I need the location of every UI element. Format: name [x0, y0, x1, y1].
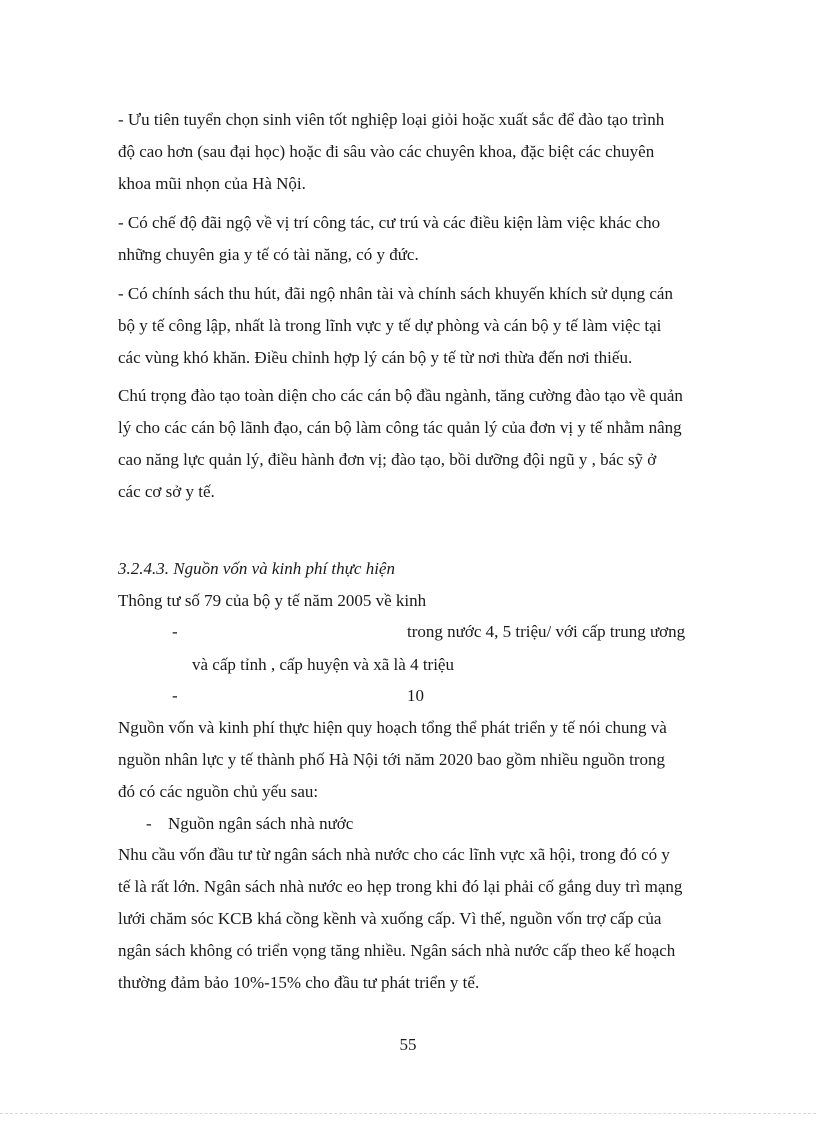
paragraph-4-line-3: cao năng lực quản lý, điều hành đơn vị; đào tạo, bồi dưỡng đội ngũ y , bác sỹ ở [118, 450, 657, 469]
page-number: 55 [399, 1035, 417, 1054]
paragraph-1-line-3: khoa mũi nhọn của Hà Nội. [118, 174, 306, 193]
paragraph-5-line-1: Nguồn vốn và kinh phí thực hiện quy hoạch tổng thể phát triển y tế nói chung và [118, 718, 667, 737]
page-bottom-divider [0, 1113, 816, 1114]
paragraph-3-line-1: - Có chính sách thu hút, đãi ngộ nhân tài và chính sách khuyến khích sử dụng cán [118, 284, 673, 303]
paragraph-5-line-3: đó có các nguồn chủ yếu sau: [118, 782, 319, 801]
bullet-1-continuation: và cấp tỉnh , cấp huyện và xã là 4 triệu [192, 655, 454, 674]
paragraph-4-line-1: Chú trọng đào tạo toàn diện cho các cán bộ đầu ngành, tăng cường đào tạo về quản [118, 386, 683, 405]
paragraph-1-line-2: độ cao hơn (sau đại học) hoặc đi sâu vào các chuyên khoa, đặc biệt các chuyên [118, 142, 655, 161]
paragraph-3-line-3: các vùng khó khăn. Điều chỉnh hợp lý cán bộ y tế từ nơi thừa đến nơi thiếu. [118, 348, 633, 367]
paragraph-6-line-5: thường đảm bảo 10%-15% cho đầu tư phát triển y tế. [118, 973, 480, 992]
circular-line: Thông tư số 79 của bộ y tế năm 2005 về kinh [118, 591, 427, 610]
paragraph-2-line-1: - Có chế độ đãi ngộ về vị trí công tác, cư trú và các điều kiện làm việc khác cho [118, 213, 661, 232]
paragraph-6-line-3: lưới chăm sóc KCB khá cồng kềnh và xuống cấp. Vì thế, nguồn vốn trợ cấp của [118, 909, 662, 928]
bullet-2-dash: - [172, 686, 178, 705]
paragraph-6-line-2: tế là rất lớn. Ngân sách nhà nước eo hẹp trong khi đó lại phải cố gắng duy trì mạng [118, 877, 683, 896]
paragraph-2-line-2: những chuyên gia y tế có tài năng, có y đức. [118, 245, 419, 264]
paragraph-5-line-2: nguồn nhân lực y tế thành phố Hà Nội tới năm 2020 bao gồm nhiều nguồn trong [118, 750, 666, 769]
paragraph-4-line-2: lý cho các cán bộ lãnh đạo, cán bộ làm công tác quản lý của đơn vị y tế nhằm nâng [118, 418, 682, 437]
bullet-1-dash: - [172, 622, 178, 641]
bullet-2-text: 10 [407, 686, 424, 705]
bullet-3-text: Nguồn ngân sách nhà nước [168, 814, 354, 833]
section-heading: 3.2.4.3. Nguồn vốn và kinh phí thực hiện [118, 559, 395, 578]
paragraph-3-line-2: bộ y tế công lập, nhất là trong lĩnh vực y tế dự phòng và cán bộ y tế làm việc tại [118, 316, 662, 335]
paragraph-6-line-1: Nhu cầu vốn đầu tư từ ngân sách nhà nước cho các lĩnh vực xã hội, trong đó có y [118, 845, 670, 864]
paragraph-1-line-1: - Ưu tiên tuyển chọn sinh viên tốt nghiệp loại giỏi hoặc xuất sắc để đào tạo trình [118, 110, 665, 129]
bullet-3-dash: - [146, 814, 152, 833]
bullet-1-text: trong nước 4, 5 triệu/ với cấp trung ương [407, 622, 686, 641]
paragraph-4-line-4: các cơ sở y tế. [118, 482, 215, 501]
paragraph-6-line-4: ngân sách không có triển vọng tăng nhiều. Ngân sách nhà nước cấp theo kế hoạch [118, 941, 676, 960]
